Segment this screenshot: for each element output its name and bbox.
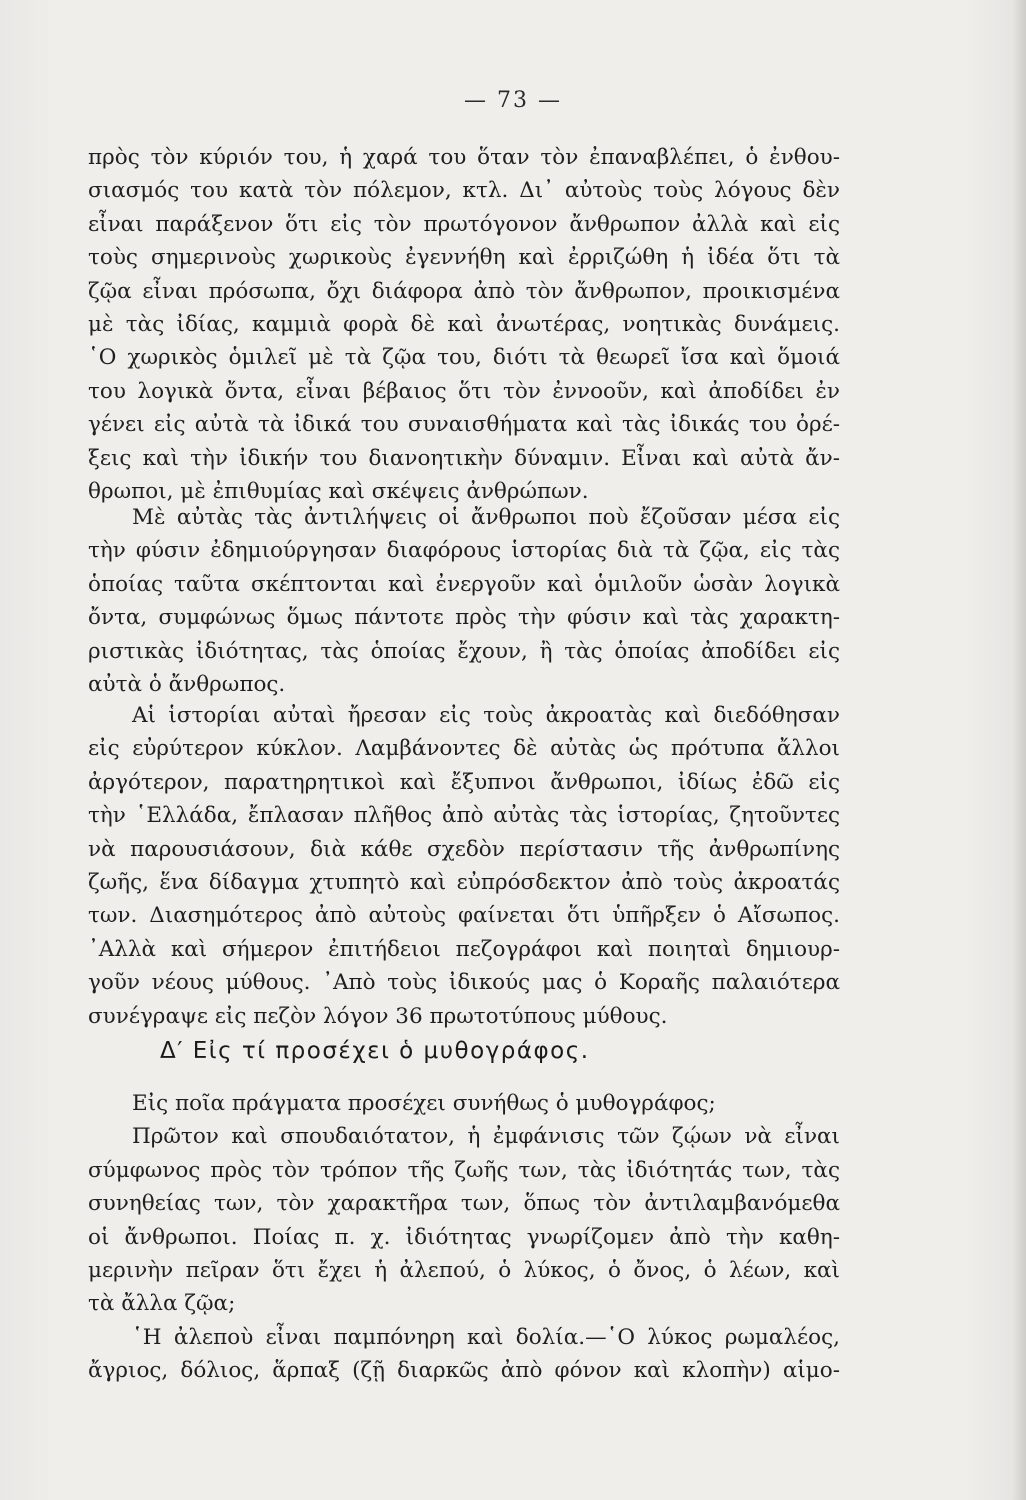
text-line: ὁποίας ταῦτα σκέπτονται καὶ ἐνεργοῦν καὶ ὁμιλοῦν ὡσὰν λογικὰ <box>88 571 840 597</box>
text-line: Πρῶτον καὶ σπουδαιότατον, ἡ ἐμφάνισις τῶν ζῴων νὰ εἶναι <box>132 1124 840 1150</box>
text-line: ἀργότερον, παρατηρητικοὶ καὶ ἔξυπνοι ἄνθρωποι, ἰδίως ἐδῶ εἰς <box>88 769 840 795</box>
text-line: τοὺς σημερινοὺς χωρικοὺς ἐγεννήθη καὶ ἐρριζώθη ἡ ἰδέα ὅτι τὰ <box>88 245 840 271</box>
paragraph-3 <box>88 699 840 1033</box>
text-line: ῾Η ἀλεποὺ εἶναι παμπόνηρη καὶ δολία.—῾Ο λύκος ρωμαλέος, <box>132 1324 840 1350</box>
text-line: σιασμός του κατὰ τὸν πόλεμον, κτλ. Δι᾽ αὐτοὺς τοὺς λόγους δὲν <box>88 178 840 204</box>
section-heading: Δ′ Εἰς τί προσέχει ὁ μυθογράφος. <box>160 1038 590 1064</box>
text-line: γοῦν νέους μύθους. ᾿Απὸ τοὺς ἰδικούς μας ὁ Κοραῆς παλαιότερα <box>88 970 840 996</box>
section-body <box>88 1087 840 1388</box>
text-line: Αἱ ἱστορίαι αὐταὶ ἤρεσαν εἰς τοὺς ἀκροατὰς καὶ διεδόθησαν <box>132 703 840 728</box>
text-line: ᾿Αλλὰ καὶ σήμερον ἐπιτήδειοι πεζογράφοι καὶ ποιηταὶ δημιουρ- <box>88 936 840 962</box>
text-line: μερινὴν πεῖραν ὅτι ἔχει ἡ ἀλεπού, ὁ λύκος, ὁ ὄνος, ὁ λέων, καὶ <box>88 1257 840 1283</box>
text-line: Μὲ αὐτὰς τὰς ἀντιλήψεις οἱ ἄνθρωποι ποὺ ἔζοῦσαν μέσα εἰς <box>132 505 840 530</box>
text-line: θρωποι, μὲ ἐπιθυμίας καὶ σκέψεις ἀνθρώπων. <box>88 478 589 504</box>
text-line: μὲ τὰς ἰδίας, καμμιὰ φορὰ δὲ καὶ ἀνωτέρας, νοητικὰς δυνάμεις. <box>88 311 840 337</box>
text-line: ζῷα εἶναι πρόσωπα, ὄχι διάφορα ἀπὸ τὸν ἄνθρωπον, προικισμένα <box>88 278 840 304</box>
text-line: νὰ παρουσιάσουν, διὰ κάθε σχεδὸν περίστασιν τῆς ἀνθρωπίνης <box>88 836 840 862</box>
text-line: συνηθείας των, τὸν χαρακτῆρα των, ὅπως τὸν ἀντιλαμβανόμεθα <box>88 1191 840 1217</box>
text-line: γένει εἰς αὐτὰ τὰ ἰδικά του συναισθήματα καὶ τὰς ἰδικάς του ὀρέ- <box>88 412 840 438</box>
text-line: τὴν ῾Ελλάδα, ἔπλασαν πλῆθος ἀπὸ αὐτὰς τὰς ἱστορίας, ζητοῦντες <box>88 803 840 829</box>
text-line: ὄντα, συμφώνως ὅμως πάντοτε πρὸς τὴν φύσιν καὶ τὰς χαρακτη- <box>88 605 840 631</box>
paragraph-2 <box>88 501 840 701</box>
text-line: ριστικὰς ἰδιότητας, τὰς ὁποίας ἔχουν, ἢ τὰς ὁποίας ἀποδίδει εἰς <box>88 638 840 664</box>
page-edge-shadow <box>1012 0 1026 1500</box>
text-line: εἶναι παράξενον ὅτι εἰς τὸν πρωτόγονον ἄνθρωπον ἀλλὰ καὶ εἰς <box>88 211 840 237</box>
text-line: σύμφωνος πρὸς τὸν τρόπον τῆς ζωῆς των, τὰς ἰδιότητάς των, τὰς <box>88 1157 840 1183</box>
page-number: — 73 — <box>464 88 562 113</box>
text-line: ζωῆς, ἕνα δίδαγμα χτυπητὸ καὶ εὐπρόσδεκτον ἀπὸ τοὺς ἀκροατάς <box>88 869 840 895</box>
text-line: αὐτὰ ὁ ἄνθρωπος. <box>88 671 286 697</box>
text-line: συνέγραψε εἰς πεζὸν λόγον 36 πρωτοτύπους μύθους. <box>88 1003 668 1029</box>
text-line: του λογικὰ ὄντα, εἶναι βέβαιος ὅτι τὸν ἐννοοῦν, καὶ ἀποδίδει ἐν <box>88 378 840 404</box>
text-line: ξεις καὶ τὴν ἰδικήν του διανοητικὴν δύναμιν. Εἶναι καὶ αὐτὰ ἄν- <box>88 445 840 471</box>
text-line: ἄγριος, δόλιος, ἅρπαξ (ζῇ διαρκῶς ἀπὸ φόνον καὶ κλοπὴν) αἱμο- <box>88 1358 840 1384</box>
text-line: τὰ ἄλλα ζῷα; <box>88 1291 236 1317</box>
text-line: οἱ ἄνθρωποι. Ποίας π. χ. ἰδιότητας γνωρίζομεν ἀπὸ τὴν καθη- <box>88 1224 840 1250</box>
paragraph-1 <box>88 141 840 508</box>
text-line: ῾Ο χωρικὸς ὁμιλεῖ μὲ τὰ ζῷα του, διότι τὰ θεωρεῖ ἴσα καὶ ὅμοιά <box>88 345 840 371</box>
text-line: Εἰς ποῖα πράγματα προσέχει συνήθως ὁ μυθογράφος; <box>132 1091 716 1116</box>
text-line: των. Διασημότερος ἀπὸ αὐτοὺς φαίνεται ὅτι ὑπῆρξεν ὁ Αἴσωπος. <box>88 903 840 929</box>
text-line: εἰς εὐρύτερον κύκλον. Λαμβάνοντες δὲ αὐτὰς ὡς πρότυπα ἄλλοι <box>88 736 840 762</box>
text-line: πρὸς τὸν κύριόν του, ἡ χαρά του ὅταν τὸν ἐπαναβλέπει, ὁ ἐνθου- <box>88 145 840 170</box>
text-line: τὴν φύσιν ἐδημιούργησαν διαφόρους ἱστορίας διὰ τὰ ζῷα, εἰς τὰς <box>88 538 840 564</box>
